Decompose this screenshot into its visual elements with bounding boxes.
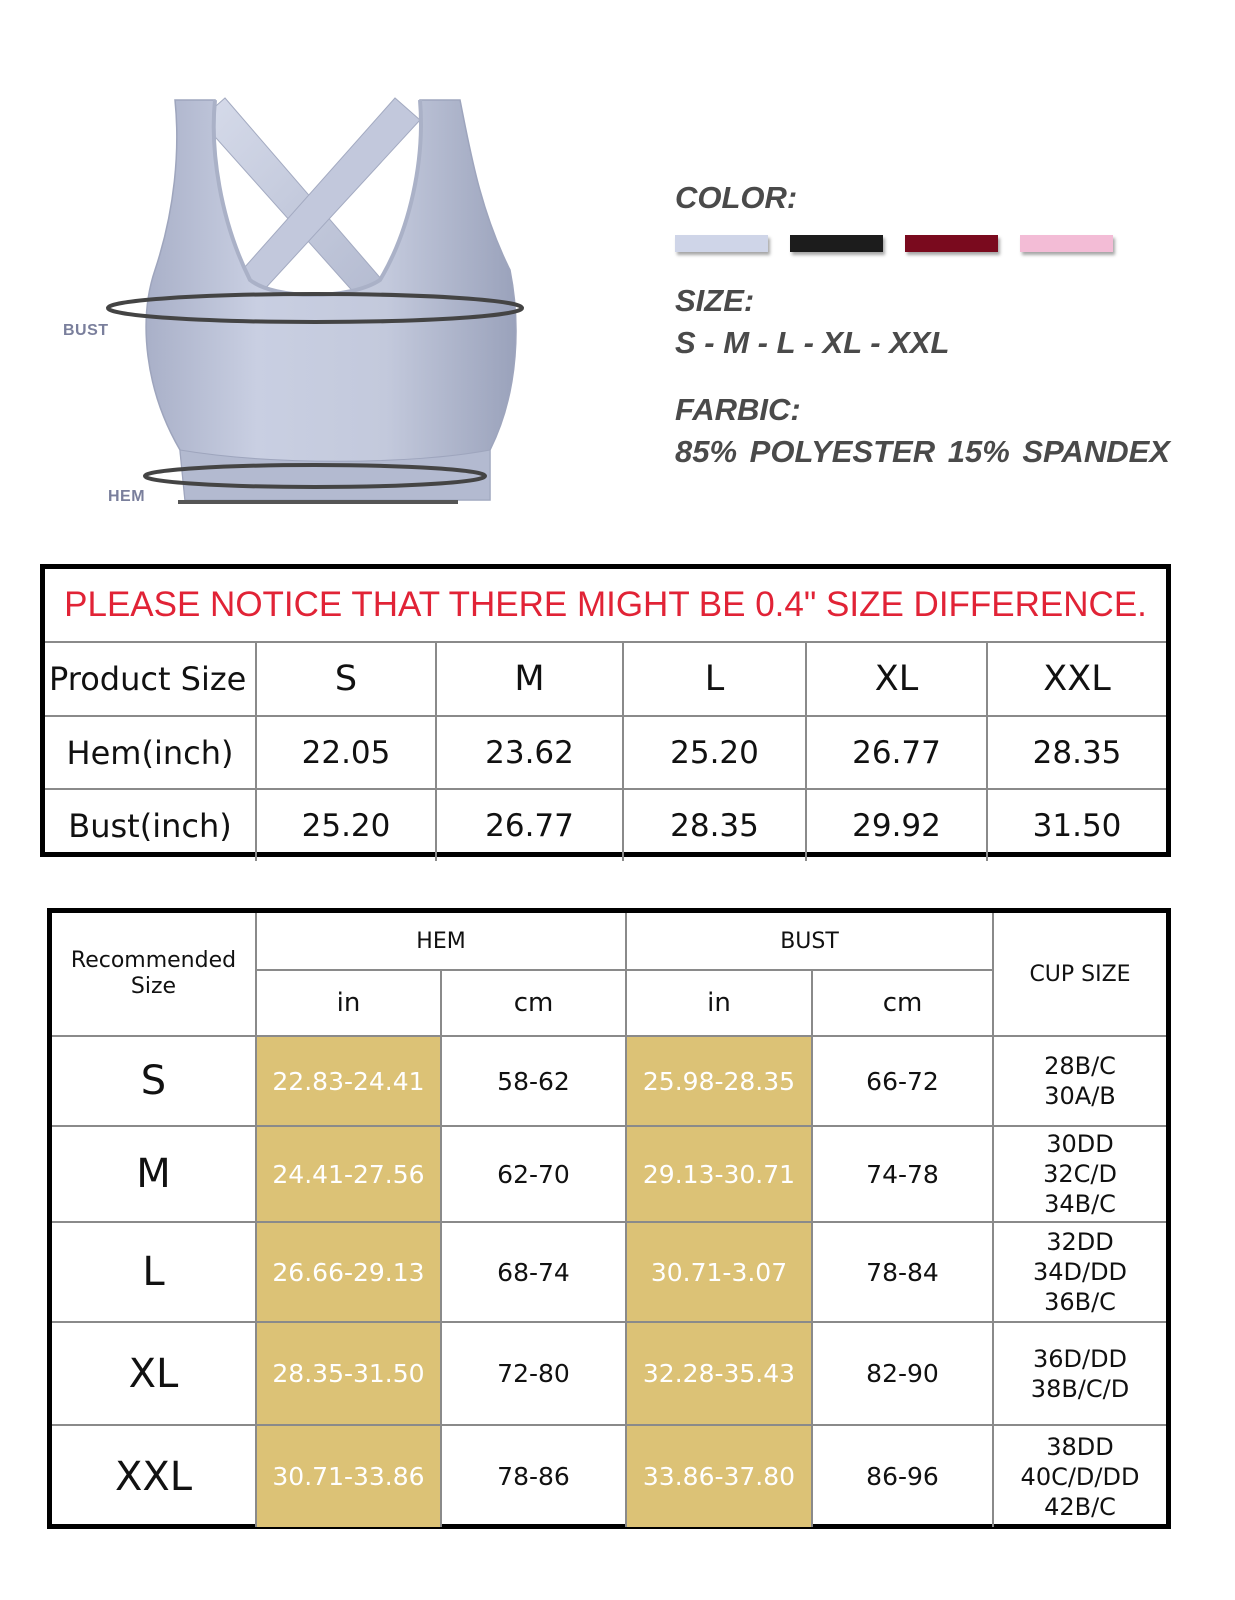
hem-cm-cell: 72-80	[441, 1322, 626, 1425]
header-cell: S	[256, 642, 436, 716]
recommended-size-header: Recommended Size	[52, 913, 256, 1036]
size-value: S - M - L - XL - XXL	[675, 325, 950, 360]
cup-cell	[993, 1126, 1166, 1222]
swatch-black[interactable]	[790, 235, 883, 252]
bust-in-cell: 29.13-30.71	[626, 1126, 812, 1222]
cup-value: 32DD	[1046, 1228, 1114, 1256]
swatch-light-blue[interactable]	[675, 235, 768, 252]
hem-label: HEM	[108, 488, 146, 505]
bust-cm-cell: 78-84	[812, 1222, 993, 1322]
recommended-size-table	[47, 908, 1171, 1529]
bust-in-cell: 25.98-28.35	[626, 1036, 812, 1126]
size-heading: SIZE:	[675, 283, 755, 318]
bust-cm-cell: 86-96	[812, 1425, 993, 1527]
table-header-row	[45, 642, 1166, 716]
header-cell: XXL	[987, 642, 1166, 716]
table-cell: 28.35	[987, 716, 1166, 789]
bust-cm-cell: 82-90	[812, 1322, 993, 1425]
table-row	[45, 789, 1166, 861]
size-difference-notice: PLEASE NOTICE THAT THERE MIGHT BE 0.4" SIZE DIFFERENCE.	[45, 569, 1166, 642]
row-label: Bust(inch)	[45, 789, 256, 861]
table-cell: 25.20	[256, 789, 436, 861]
table-cell: 26.77	[806, 716, 987, 789]
unit-cm-header: cm	[441, 970, 626, 1036]
hem-cm-cell: 58-62	[441, 1036, 626, 1126]
hem-cm-cell: 78-86	[441, 1425, 626, 1527]
table-cell: 22.05	[256, 716, 436, 789]
row-label: Hem(inch)	[45, 716, 256, 789]
cup-value: 36D/DD	[1032, 1344, 1128, 1373]
table-cell: 31.50	[987, 789, 1166, 861]
size-cell: XXL	[52, 1425, 256, 1527]
cup-value: 30DD	[1046, 1130, 1114, 1158]
swatch-pink[interactable]	[1020, 235, 1113, 252]
product-illustration	[50, 90, 550, 530]
table-cell: 25.20	[623, 716, 806, 789]
table-row	[52, 1036, 1166, 1126]
size-cell: M	[52, 1126, 256, 1222]
cup-value: 30A/B	[1044, 1082, 1116, 1110]
size-cell: XL	[52, 1322, 256, 1425]
bust-cm-cell: 66-72	[812, 1036, 993, 1126]
table-row	[52, 1425, 1166, 1527]
unit-in-header: in	[256, 970, 441, 1036]
table-cell: 23.62	[436, 716, 623, 789]
cup-cell	[993, 1222, 1166, 1322]
fabric-value: 85% POLYESTER 15% SPANDEX	[675, 434, 1170, 469]
cup-cell	[993, 1036, 1166, 1126]
table-row	[52, 1322, 1166, 1425]
cup-value: 36B/C	[1044, 1288, 1116, 1316]
color-swatches	[675, 235, 1113, 252]
cup-value: 32C/D	[1043, 1160, 1117, 1188]
cup-value: 40C/D/DD	[1020, 1462, 1140, 1491]
cup-value: 34D/DD	[1032, 1258, 1128, 1286]
hem-in-cell: 22.83-24.41	[256, 1036, 441, 1126]
hem-in-cell: 30.71-33.86	[256, 1425, 441, 1527]
cup-value: 42B/C	[1044, 1492, 1116, 1521]
sports-bra-image	[50, 90, 550, 530]
table-row	[45, 716, 1166, 789]
table-row	[52, 1222, 1166, 1322]
bust-header: BUST	[626, 913, 993, 970]
bust-in-cell: 33.86-37.80	[626, 1425, 812, 1527]
hem-in-cell: 28.35-31.50	[256, 1322, 441, 1425]
bust-in-cell: 30.71-3.07	[626, 1222, 812, 1322]
table-cell: 29.92	[806, 789, 987, 861]
table-row	[52, 1126, 1166, 1222]
cup-cell	[993, 1425, 1166, 1527]
color-heading: COLOR:	[675, 180, 798, 215]
table-cell: 28.35	[623, 789, 806, 861]
header-cell: XL	[806, 642, 987, 716]
cup-value: 38B/C/D	[1030, 1374, 1130, 1403]
hem-in-cell: 24.41-27.56	[256, 1126, 441, 1222]
cup-value: 28B/C	[1044, 1052, 1116, 1080]
header-cell: M	[436, 642, 623, 716]
unit-cm-header: cm	[812, 970, 993, 1036]
table-cell: 26.77	[436, 789, 623, 861]
hem-in-cell: 26.66-29.13	[256, 1222, 441, 1322]
fabric-heading: FARBIC:	[675, 392, 801, 427]
cup-value: 38DD	[1046, 1432, 1114, 1461]
bust-in-cell: 32.28-35.43	[626, 1322, 812, 1425]
hem-cm-cell: 62-70	[441, 1126, 626, 1222]
cup-size-header: CUP SIZE	[993, 913, 1166, 1036]
product-size-table	[40, 564, 1171, 857]
cup-cell	[993, 1322, 1166, 1425]
unit-in-header: in	[626, 970, 812, 1036]
hem-header: HEM	[256, 913, 626, 970]
hem-cm-cell: 68-74	[441, 1222, 626, 1322]
cup-value: 34B/C	[1044, 1190, 1116, 1218]
size-cell: S	[52, 1036, 256, 1126]
size-cell: L	[52, 1222, 256, 1322]
swatch-burgundy[interactable]	[905, 235, 998, 252]
header-cell: Product Size	[45, 642, 256, 716]
bust-label: BUST	[63, 322, 109, 339]
header-cell: L	[623, 642, 806, 716]
bust-cm-cell: 74-78	[812, 1126, 993, 1222]
